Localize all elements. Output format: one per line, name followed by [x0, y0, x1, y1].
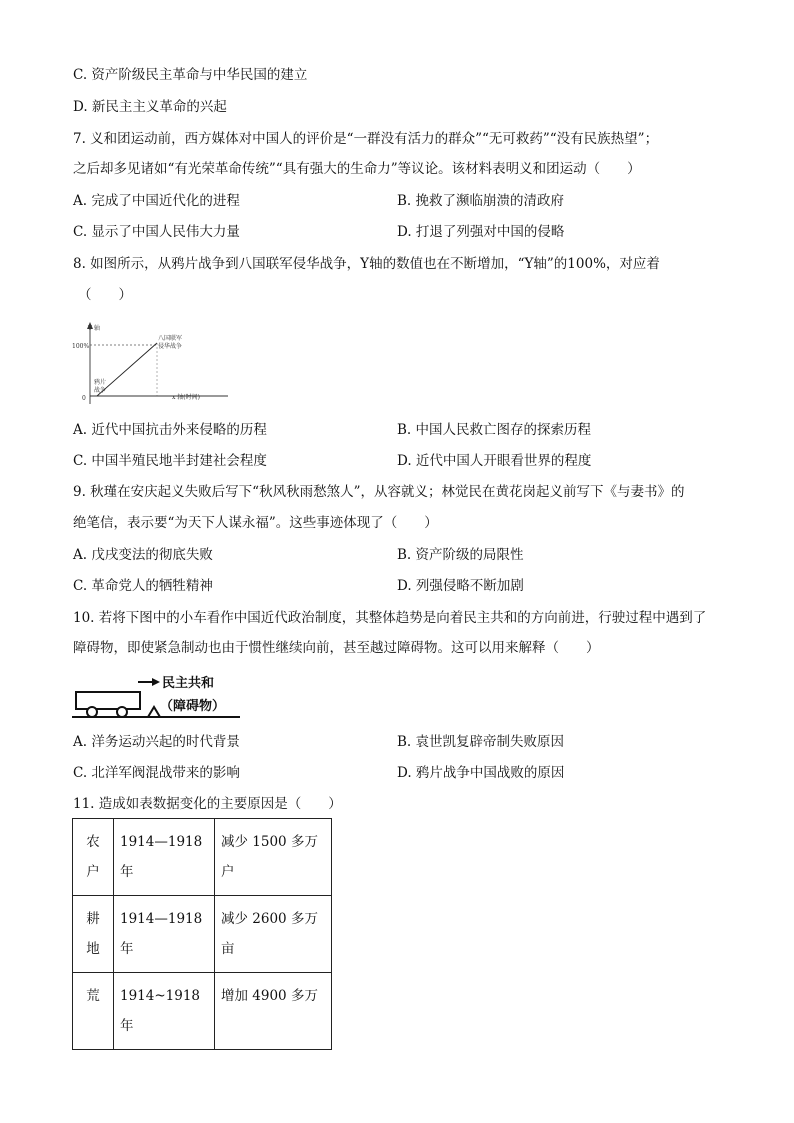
table-cell-change: 减少 1500 多万 户 [215, 819, 332, 896]
q10-option-d: D. 鸦片战争中国战败的原因 [397, 765, 565, 781]
table-cell-change: 减少 2600 多万 亩 [215, 896, 332, 973]
origin-label: 0 [82, 395, 86, 402]
q7-option-a: A. 完成了中国近代化的进程 [73, 193, 240, 209]
q8-option-a: A. 近代中国抗击外来侵略的历程 [73, 422, 267, 438]
table-cell-period: 1914~1918 年 [114, 973, 215, 1050]
q10-option-b: B. 袁世凯复辟帝制失败原因 [397, 734, 565, 750]
q9-option-b: B. 资产阶级的局限性 [397, 547, 524, 563]
q7-option-b: B. 挽救了濒临崩溃的清政府 [397, 193, 565, 209]
q7-option-d: D. 打退了列强对中国的侵略 [397, 224, 565, 240]
end-label-2: 侵华战争 [158, 343, 183, 350]
q9-stem-line1: 9. 秋瑾在安庆起义失败后写下“秋风秋雨愁煞人”，从容就义；林觉民在黄花岗起义前写下《与妻书》的 [73, 484, 685, 500]
q7-stem-line1: 7. 义和团运动前，西方媒体对中国人的评价是“一群没有活力的群众”“无可救药”“没有民族热望”； [73, 131, 659, 147]
q10-stem-line2: 障碍物，即使紧急制动也由于惯性继续向前，甚至越过障碍物。这可以用来解释（ ） [73, 640, 600, 656]
cart-wheel-left [87, 707, 97, 717]
arrow-right-icon [152, 678, 160, 686]
q7-stem-line2: 之后却多见诸如“有光荣革命传统”“具有强大的生命力”等议论。该材料表明义和团运动（ ） [73, 161, 641, 177]
q8-stem-line1: 8. 如图所示，从鸦片战争到八国联军侵华战争，Y轴的数值也在不断增加，“Y轴”的100%，对应着 [73, 256, 660, 272]
q10-stem-line1: 10. 若将下图中的小车看作中国近代政治制度，其整体趋势是向着民主共和的方向前进，行驶过程中遇到了 [73, 610, 707, 626]
obstacle-icon [148, 707, 160, 717]
direction-label: 民主共和 [162, 676, 215, 691]
table-cell-period: 1914—1918 年 [114, 896, 215, 973]
y-axis-label: Y 轴 [88, 325, 100, 332]
q9-option-a: A. 戊戌变法的彻底失败 [73, 547, 213, 563]
table-row [73, 819, 332, 896]
table-cell-item: 荒 [73, 973, 114, 1050]
q6-option-c: C. 资产阶级民主革命与中华民国的建立 [73, 67, 308, 83]
q8-option-d: D. 近代中国人开眼看世界的程度 [397, 453, 592, 469]
cart-body [76, 692, 140, 709]
q11-stem: 11. 造成如表数据变化的主要原因是（ ） [73, 796, 342, 812]
q9-option-d: D. 列强侵略不断加剧 [397, 578, 524, 594]
table-row [73, 973, 332, 1050]
start-label-1: 鸦片 [94, 379, 107, 386]
q8-option-b: B. 中国人民救亡图存的探索历程 [397, 422, 592, 438]
q7-option-c: C. 显示了中国人民伟大力量 [73, 224, 240, 240]
x-axis-label: x 轴(时间) [172, 394, 200, 401]
q8-chart [70, 318, 240, 410]
q9-option-c: C. 革命党人的牺牲精神 [73, 578, 213, 594]
end-label-1: 八国联军 [158, 335, 183, 342]
q8-option-c: C. 中国半殖民地半封建社会程度 [73, 453, 267, 469]
start-label-2: 战争 [94, 387, 107, 394]
y-tick-label: 100% [72, 343, 90, 350]
q6-option-d: D. 新民主主义革命的兴起 [73, 99, 227, 115]
obstacle-label: （障碍物） [160, 699, 226, 714]
table-row [73, 896, 332, 973]
table-cell-item: 耕 地 [73, 896, 114, 973]
cart-wheel-right [117, 707, 127, 717]
table-cell-period: 1914—1918 年 [114, 819, 215, 896]
q11-data-table [72, 818, 332, 1050]
q10-cart-figure [72, 670, 242, 722]
q8-stem-line2: （ ） [78, 287, 132, 303]
q10-option-a: A. 洋务运动兴起的时代背景 [73, 734, 240, 750]
q9-stem-line2: 绝笔信，表示要“为天下人谋永福”。这些事迹体现了（ ） [73, 515, 438, 531]
table-cell-item: 农 户 [73, 819, 114, 896]
table-cell-change: 增加 4900 多万 [215, 973, 332, 1050]
q10-option-c: C. 北洋军阀混战带来的影响 [73, 765, 240, 781]
